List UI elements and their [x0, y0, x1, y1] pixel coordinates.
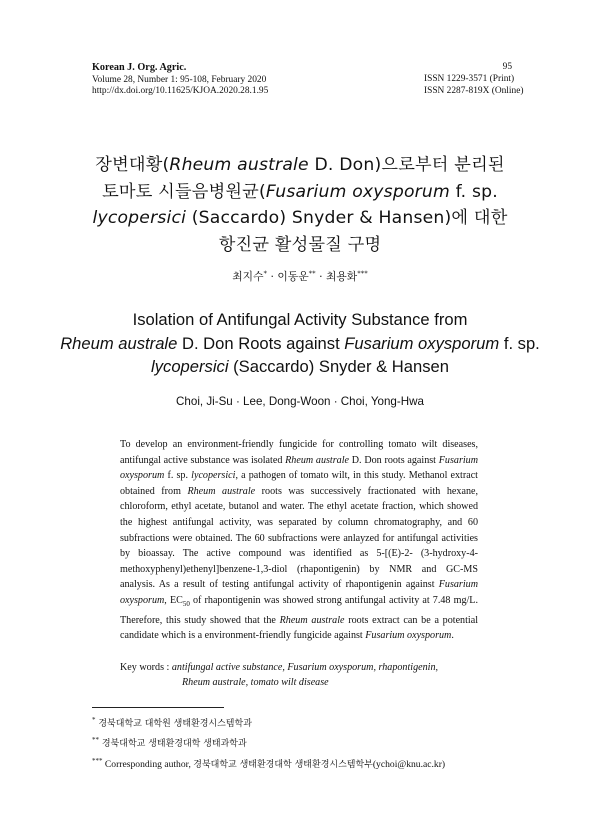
keywords-line-2: Rheum australe, tomato wilt disease: [182, 677, 329, 688]
footnote-2: ** 경북대학교 생태환경대학 생태과학과: [92, 736, 247, 750]
issn-online: ISSN 2287-819X (Online): [424, 85, 524, 96]
korean-title-line-2: 토마토 시들음병원균(Fusarium oxysporum f. sp.: [102, 181, 498, 202]
keywords-label: Key words :: [120, 662, 172, 673]
author-3: 최용화: [325, 270, 358, 283]
author-2: 이동운: [277, 270, 309, 283]
author-3-mark: ***: [357, 269, 368, 278]
korean-title-line-3: lycopersici (Saccardo) Snyder & Hansen)에 대한: [92, 208, 508, 228]
english-title-line-1: Isolation of Antifungal Activity Substance from: [132, 310, 468, 329]
korean-title-line-1: 장변대황(Rheum australe D. Don)으로부터 분리된: [95, 155, 505, 175]
issn-print: ISSN 1229-3571 (Print): [424, 74, 515, 84]
korean-title: [60, 152, 540, 258]
author-1: 최지수: [232, 270, 264, 283]
abstract: To develop an environment-friendly fungicide for controlling tomato wilt diseases, antifungal active substance was isolated Rheum australe D. Don roots against Fusarium oxysporum f. sp. lycopersici, a pathogen of tomato wilt, in this study. Methanol extract obtained from Rheum australe roots was successively fractionated with hexane, chloroform, ethyl acetate, butanol and water. The ethyl acetate fraction, which showed the highest antifungal activity, was separated by column chromatography, and 60 subfractions were obtained. The 60 subfractions were anlayzed for antifungal activities by bioassay. The active compound was identified as 5-[(E)-2- (3-hydroxy-4-methoxyphenyl)ethenyl]benzene-1,3-diol (rhapontigenin) by NMR and GC-MS analysis. As a result of testing antifungal activity of rhapontigenin against Fusarium oxysporum, $EC_{50}$ of rhapontigenin was showed strong antifungal activity at 7.48 mg/L. Therefore, this study showed that the Rheum australe roots extract can be a potential candidate which is a environment-friendly fungicide against Fusarium oxysporum.: [120, 439, 479, 642]
footnote-1: * 경북대학교 대학원 생태환경시스템학과: [92, 716, 252, 730]
volume-line: Volume 28, Number 1: 95-108, February 2020: [92, 74, 267, 85]
english-title: [60, 308, 540, 379]
author-2-mark: **: [308, 269, 316, 278]
page-number: 95: [502, 62, 512, 72]
journal-header: [92, 62, 268, 98]
doi-link[interactable]: http://dx.doi.org/10.11625/KJOA.2020.28.1.95: [92, 86, 269, 96]
footnote-divider: [92, 707, 224, 708]
footnotes: [92, 712, 512, 773]
keywords-line-1: antifungal active substance, Fusarium oxysporum, rhapontigenin,: [171, 662, 439, 673]
author-1-mark: *: [263, 269, 268, 278]
footnote-3: *** Corresponding author, 경북대학교 생태환경대학 생태환경시스템학부(ychoi@knu.ac.kr): [92, 756, 446, 770]
korean-title-line-4: 항진균 활성물질 구명: [218, 234, 382, 255]
issn-block: [424, 74, 523, 97]
english-title-line-3: lycopersici (Saccardo) Snyder & Hansen: [151, 357, 449, 376]
english-authors: Choi, Ji-Su · Lee, Dong-Woon · Choi, Yong-Hwa: [176, 395, 424, 408]
english-title-line-2: Rheum australe D. Don Roots against Fusarium oxysporum f. sp.: [60, 333, 540, 353]
keywords: [120, 660, 480, 690]
corresponding-email[interactable]: (ychoi@knu.ac.kr): [372, 758, 446, 770]
journal-name: Korean J. Org. Agric.: [92, 62, 187, 73]
korean-authors: 최지수* · 이동운** · 최용화***: [232, 269, 368, 283]
